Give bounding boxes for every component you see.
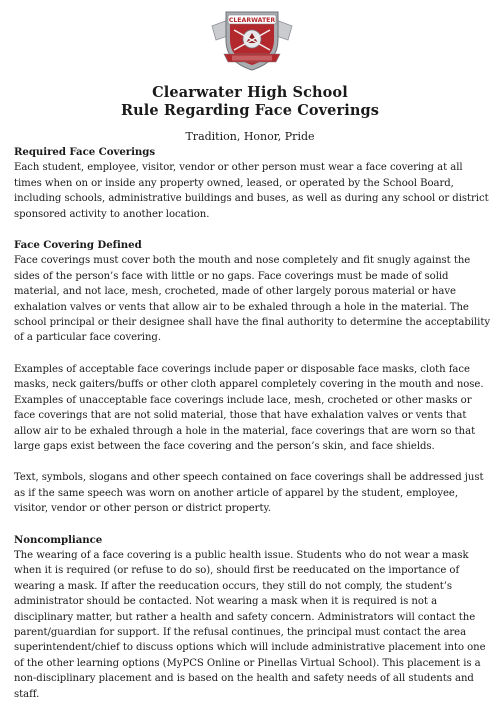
clearwater-crest-logo-icon [206,6,298,74]
paragraph-noncompliance: The wearing of a face covering is a public health issue. Students who do not wear a mask when it is required (or refuse to do so), should first be reeducated on the importance of wearing a mask. If after the reeducation occurs, they still do not comply, the student’s administrator should be contacted. Not wearing a mask when it is required is not a disciplinary matter, but rather a health and safety concern. Administrators will contact the parent/guardian for support. If the refusal continues, the principal must contact the area superintendent/chief to discuss options which will include administrative placement into one of the other learning options (MyPCS Online or Pinellas Virtual School). This placement is a non-disciplinary placement and is based on the health and safety needs of all students and staff. [14,549,486,700]
section-heading-required: Required Face Coverings [14,146,156,158]
document-body [14,145,490,702]
paragraph-required: Each student, employee, visitor, vendor or other person must wear a face covering at all times when on or inside any property owned, leased, or operated by the School Board, including schools, administrative buildings and buses, as well as during any school or district sponsored activity to another location. [14,162,489,220]
document-title [0,84,500,120]
school-motto: Tradition, Honor, Pride [185,130,315,143]
school-name: Clearwater High School [152,84,348,101]
paragraph-examples: Examples of acceptable face coverings include paper or disposable face masks, cloth face masks, neck gaiters/buffs or other cloth apparel completely covering in the mouth and nose. Examples of unacceptable face coverings include lace, mesh, crocheted or other masks or face coverings that are not solid material, those that have exhalation valves or vents that allow air to be exhaled through a hole in the material, face coverings that are worn so that large gaps exist between the face covering and the person’s skin, and face shields. [14,363,484,452]
paragraph-defined: Face coverings must cover both the mouth and nose completely and fit snugly against the sides of the person’s face with little or no gaps. Face coverings must be made of solid material, and not lace, mesh, crocheted, made of other largely porous material or have exhalation valves or vents that allow air to be exhaled through a hole in the material. The school principal or their designee shall have the final authority to determine the acceptability of a particular face covering. [14,255,490,344]
paragraph-speech: Text, symbols, slogans and other speech contained on face coverings shall be addressed just as if the same speech was worn on another article of apparel by the student, employee, visitor, vendor or other person or district property. [14,472,484,515]
section-heading-noncompliance: Noncompliance [14,533,103,546]
section-heading-defined: Face Covering Defined [14,239,142,252]
rule-title: Rule Regarding Face Coverings [121,102,379,119]
svg-text:CLEARWATER: CLEARWATER [228,17,276,24]
school-crest-logo [206,6,298,74]
